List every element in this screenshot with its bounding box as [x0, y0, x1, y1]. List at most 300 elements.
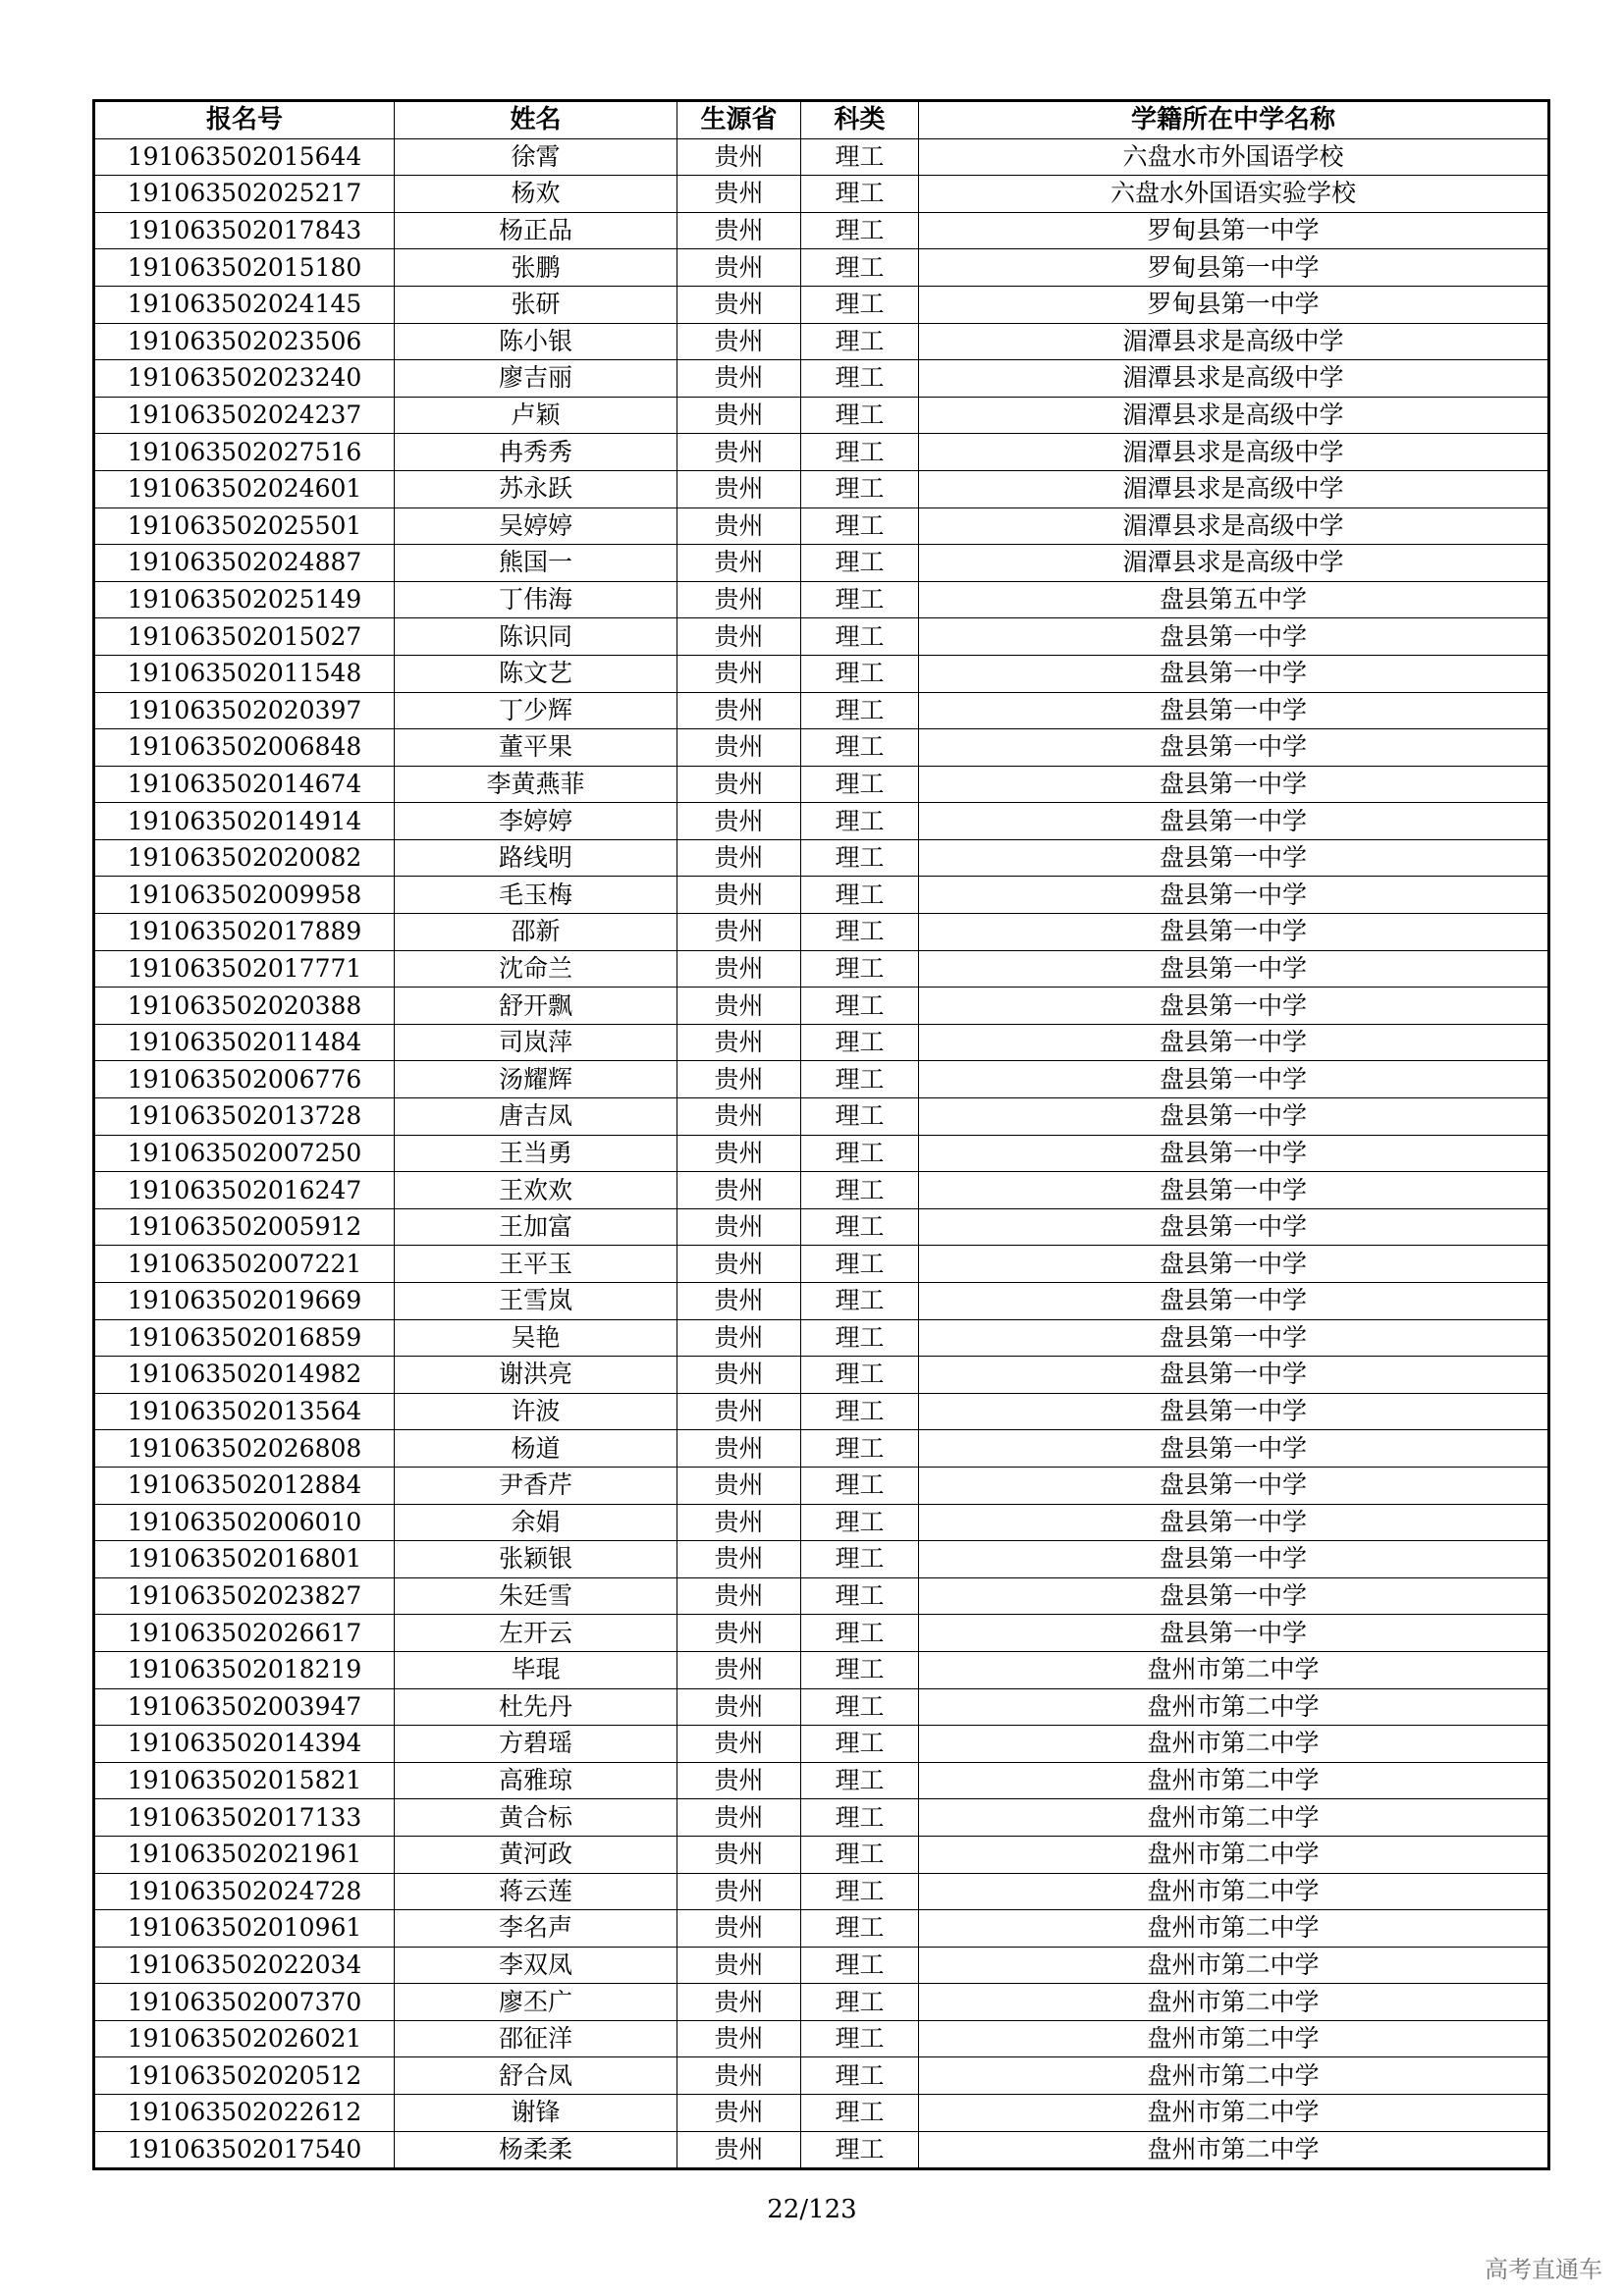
- cell-name: 董平果: [395, 729, 677, 767]
- cell-name: 王平玉: [395, 1246, 677, 1283]
- cell-province: 贵州: [677, 877, 801, 914]
- table-row: [94, 729, 1549, 767]
- table-row: [94, 1098, 1549, 1136]
- cell-province: 贵州: [677, 1319, 801, 1357]
- cell-school: 湄潭县求是高级中学: [919, 360, 1549, 398]
- cell-category: 理工: [801, 138, 919, 176]
- cell-category: 理工: [801, 988, 919, 1025]
- cell-name: 余娟: [395, 1504, 677, 1541]
- cell-category: 理工: [801, 950, 919, 988]
- cell-school: 盘州市第二中学: [919, 1651, 1549, 1688]
- table-row: [94, 1208, 1549, 1246]
- cell-registration-number: 191063502021961: [94, 1836, 395, 1873]
- cell-province: 贵州: [677, 1467, 801, 1504]
- cell-school: 盘县第一中学: [919, 1615, 1549, 1652]
- cell-registration-number: 191063502006010: [94, 1504, 395, 1541]
- table-row: [94, 2020, 1549, 2057]
- cell-name: 王加富: [395, 1208, 677, 1246]
- cell-registration-number: 191063502009958: [94, 877, 395, 914]
- cell-registration-number: 191063502012884: [94, 1467, 395, 1504]
- cell-category: 理工: [801, 507, 919, 545]
- cell-name: 高雅琼: [395, 1762, 677, 1799]
- table-row: [94, 1873, 1549, 1910]
- cell-registration-number: 191063502014982: [94, 1357, 395, 1394]
- cell-province: 贵州: [677, 1910, 801, 1948]
- cell-school: 盘州市第二中学: [919, 1984, 1549, 2021]
- cell-province: 贵州: [677, 950, 801, 988]
- cell-category: 理工: [801, 729, 919, 767]
- cell-school: 盘县第一中学: [919, 1430, 1549, 1468]
- cell-name: 李黄燕菲: [395, 766, 677, 803]
- cell-registration-number: 191063502014394: [94, 1726, 395, 1763]
- cell-province: 贵州: [677, 1393, 801, 1430]
- table-row: [94, 1651, 1549, 1688]
- table-row: [94, 1061, 1549, 1098]
- table-row: [94, 2131, 1549, 2169]
- table-row: [94, 618, 1549, 656]
- cell-category: 理工: [801, 1393, 919, 1430]
- cell-province: 贵州: [677, 1577, 801, 1615]
- cell-category: 理工: [801, 1467, 919, 1504]
- table-row: [94, 323, 1549, 360]
- cell-province: 贵州: [677, 1947, 801, 1984]
- cell-school: 盘县第一中学: [919, 1246, 1549, 1283]
- cell-name: 唐吉凤: [395, 1098, 677, 1136]
- cell-school: 盘县第一中学: [919, 803, 1549, 840]
- cell-school: 六盘水外国语实验学校: [919, 176, 1549, 213]
- cell-province: 贵州: [677, 1430, 801, 1468]
- table-row: [94, 1246, 1549, 1283]
- cell-registration-number: 191063502013564: [94, 1393, 395, 1430]
- cell-registration-number: 191063502025501: [94, 507, 395, 545]
- cell-school: 盘县第一中学: [919, 1283, 1549, 1320]
- cell-school: 罗甸县第一中学: [919, 286, 1549, 323]
- cell-school: 盘州市第二中学: [919, 1910, 1549, 1948]
- cell-category: 理工: [801, 1430, 919, 1468]
- cell-school: 盘县第一中学: [919, 1357, 1549, 1394]
- cell-name: 蒋云莲: [395, 1873, 677, 1910]
- cell-registration-number: 191063502027516: [94, 434, 395, 471]
- cell-name: 邵新: [395, 914, 677, 951]
- cell-registration-number: 191063502026021: [94, 2020, 395, 2057]
- table-row: [94, 988, 1549, 1025]
- cell-category: 理工: [801, 470, 919, 507]
- cell-registration-number: 191063502024887: [94, 545, 395, 582]
- cell-school: 盘州市第二中学: [919, 2057, 1549, 2095]
- table-row: [94, 1910, 1549, 1948]
- cell-name: 张研: [395, 286, 677, 323]
- cell-province: 贵州: [677, 1873, 801, 1910]
- cell-school: 盘州市第二中学: [919, 1762, 1549, 1799]
- cell-province: 贵州: [677, 1208, 801, 1246]
- cell-name: 毕琨: [395, 1651, 677, 1688]
- table-row: [94, 507, 1549, 545]
- cell-school: 罗甸县第一中学: [919, 212, 1549, 249]
- cell-province: 贵州: [677, 1762, 801, 1799]
- cell-category: 理工: [801, 434, 919, 471]
- cell-province: 贵州: [677, 1726, 801, 1763]
- cell-registration-number: 191063502015180: [94, 249, 395, 287]
- cell-school: 盘县第一中学: [919, 1504, 1549, 1541]
- table-row: [94, 545, 1549, 582]
- cell-province: 贵州: [677, 470, 801, 507]
- cell-registration-number: 191063502007370: [94, 1984, 395, 2021]
- cell-registration-number: 191063502013728: [94, 1098, 395, 1136]
- cell-name: 吴婷婷: [395, 507, 677, 545]
- cell-registration-number: 191063502017889: [94, 914, 395, 951]
- cell-school: 盘县第一中学: [919, 877, 1549, 914]
- table-row: [94, 397, 1549, 434]
- cell-category: 理工: [801, 1799, 919, 1837]
- table-header-row: [94, 101, 1549, 139]
- cell-registration-number: 191063502017843: [94, 212, 395, 249]
- cell-registration-number: 191063502018219: [94, 1651, 395, 1688]
- cell-category: 理工: [801, 1098, 919, 1136]
- cell-name: 李双凤: [395, 1947, 677, 1984]
- cell-name: 邵征洋: [395, 2020, 677, 2057]
- cell-registration-number: 191063502024728: [94, 1873, 395, 1910]
- table-row: [94, 1393, 1549, 1430]
- cell-registration-number: 191063502026808: [94, 1430, 395, 1468]
- cell-name: 黄河政: [395, 1836, 677, 1873]
- cell-province: 贵州: [677, 1836, 801, 1873]
- header-registration-number: 报名号: [94, 101, 395, 139]
- cell-category: 理工: [801, 1172, 919, 1209]
- cell-registration-number: 191063502020512: [94, 2057, 395, 2095]
- table-row: [94, 766, 1549, 803]
- cell-province: 贵州: [677, 618, 801, 656]
- cell-name: 王当勇: [395, 1135, 677, 1172]
- cell-name: 路线明: [395, 839, 677, 877]
- table-row: [94, 1135, 1549, 1172]
- header-category: 科类: [801, 101, 919, 139]
- cell-province: 贵州: [677, 1135, 801, 1172]
- table-row: [94, 1172, 1549, 1209]
- header-school: 学籍所在中学名称: [919, 101, 1549, 139]
- table-body: [94, 138, 1549, 2169]
- table-row: [94, 839, 1549, 877]
- cell-name: 陈小银: [395, 323, 677, 360]
- cell-registration-number: 191063502020388: [94, 988, 395, 1025]
- table-row: [94, 249, 1549, 287]
- cell-name: 丁伟海: [395, 581, 677, 618]
- cell-name: 沈命兰: [395, 950, 677, 988]
- table-row: [94, 1688, 1549, 1726]
- cell-province: 贵州: [677, 2131, 801, 2169]
- table-row: [94, 1799, 1549, 1837]
- cell-school: 湄潭县求是高级中学: [919, 323, 1549, 360]
- cell-province: 贵州: [677, 914, 801, 951]
- cell-school: 湄潭县求是高级中学: [919, 545, 1549, 582]
- cell-school: 盘县第一中学: [919, 950, 1549, 988]
- cell-province: 贵州: [677, 1615, 801, 1652]
- cell-name: 谢锋: [395, 2095, 677, 2132]
- cell-registration-number: 191063502024145: [94, 286, 395, 323]
- table-row: [94, 692, 1549, 729]
- cell-school: 盘州市第二中学: [919, 2131, 1549, 2169]
- table-row: [94, 212, 1549, 249]
- cell-category: 理工: [801, 2131, 919, 2169]
- cell-school: 盘县第一中学: [919, 1541, 1549, 1578]
- cell-school: 盘县第一中学: [919, 914, 1549, 951]
- cell-name: 张鹏: [395, 249, 677, 287]
- cell-registration-number: 191063502005912: [94, 1208, 395, 1246]
- cell-category: 理工: [801, 249, 919, 287]
- table-row: [94, 914, 1549, 951]
- cell-school: 盘县第一中学: [919, 1135, 1549, 1172]
- cell-category: 理工: [801, 692, 919, 729]
- cell-registration-number: 191063502017771: [94, 950, 395, 988]
- watermark-text: 高考直通车: [1485, 2256, 1602, 2283]
- cell-registration-number: 191063502020082: [94, 839, 395, 877]
- cell-province: 贵州: [677, 138, 801, 176]
- cell-school: 盘县第一中学: [919, 1208, 1549, 1246]
- cell-category: 理工: [801, 1947, 919, 1984]
- cell-school: 盘县第一中学: [919, 766, 1549, 803]
- cell-category: 理工: [801, 1135, 919, 1172]
- cell-name: 卢颖: [395, 397, 677, 434]
- cell-name: 许波: [395, 1393, 677, 1430]
- cell-category: 理工: [801, 1283, 919, 1320]
- cell-name: 杨正品: [395, 212, 677, 249]
- cell-province: 贵州: [677, 988, 801, 1025]
- admission-list-table: [92, 99, 1550, 2170]
- cell-category: 理工: [801, 1726, 919, 1763]
- cell-registration-number: 191063502016247: [94, 1172, 395, 1209]
- cell-school: 盘县第一中学: [919, 1393, 1549, 1430]
- cell-school: 盘县第一中学: [919, 618, 1549, 656]
- cell-registration-number: 191063502006848: [94, 729, 395, 767]
- cell-category: 理工: [801, 914, 919, 951]
- cell-province: 贵州: [677, 1541, 801, 1578]
- cell-school: 盘县第一中学: [919, 729, 1549, 767]
- cell-school: 盘州市第二中学: [919, 2020, 1549, 2057]
- table-row: [94, 1726, 1549, 1763]
- cell-school: 盘州市第二中学: [919, 1726, 1549, 1763]
- table-row: [94, 2095, 1549, 2132]
- table-row: [94, 1577, 1549, 1615]
- cell-school: 湄潭县求是高级中学: [919, 470, 1549, 507]
- table-row: [94, 138, 1549, 176]
- table-row: [94, 1319, 1549, 1357]
- cell-school: 盘县第一中学: [919, 1467, 1549, 1504]
- cell-category: 理工: [801, 1836, 919, 1873]
- cell-registration-number: 191063502011548: [94, 655, 395, 692]
- cell-registration-number: 191063502023240: [94, 360, 395, 398]
- cell-category: 理工: [801, 1615, 919, 1652]
- cell-name: 舒合凤: [395, 2057, 677, 2095]
- cell-province: 贵州: [677, 1246, 801, 1283]
- cell-registration-number: 191063502016801: [94, 1541, 395, 1578]
- table-row: [94, 877, 1549, 914]
- cell-province: 贵州: [677, 2020, 801, 2057]
- cell-school: 盘县第一中学: [919, 988, 1549, 1025]
- cell-province: 贵州: [677, 1061, 801, 1098]
- cell-category: 理工: [801, 1910, 919, 1948]
- cell-name: 舒开飘: [395, 988, 677, 1025]
- cell-province: 贵州: [677, 286, 801, 323]
- cell-name: 杨道: [395, 1430, 677, 1468]
- cell-province: 贵州: [677, 1504, 801, 1541]
- cell-registration-number: 191063502017133: [94, 1799, 395, 1837]
- cell-category: 理工: [801, 1061, 919, 1098]
- cell-province: 贵州: [677, 1651, 801, 1688]
- cell-registration-number: 191063502023506: [94, 323, 395, 360]
- cell-registration-number: 191063502026617: [94, 1615, 395, 1652]
- cell-school: 盘州市第二中学: [919, 1836, 1549, 1873]
- cell-school: 六盘水市外国语学校: [919, 138, 1549, 176]
- cell-school: 盘州市第二中学: [919, 1873, 1549, 1910]
- table-row: [94, 1836, 1549, 1873]
- cell-category: 理工: [801, 286, 919, 323]
- cell-school: 盘县第一中学: [919, 839, 1549, 877]
- cell-name: 毛玉梅: [395, 877, 677, 914]
- table-row: [94, 1984, 1549, 2021]
- table-row: [94, 1430, 1549, 1468]
- cell-school: 盘州市第二中学: [919, 2095, 1549, 2132]
- table-row: [94, 1615, 1549, 1652]
- header-name: 姓名: [395, 101, 677, 139]
- cell-province: 贵州: [677, 1172, 801, 1209]
- cell-name: 陈识同: [395, 618, 677, 656]
- cell-category: 理工: [801, 839, 919, 877]
- cell-category: 理工: [801, 1541, 919, 1578]
- cell-category: 理工: [801, 1504, 919, 1541]
- cell-name: 丁少辉: [395, 692, 677, 729]
- cell-name: 冉秀秀: [395, 434, 677, 471]
- cell-name: 徐霄: [395, 138, 677, 176]
- cell-category: 理工: [801, 1208, 919, 1246]
- cell-school: 罗甸县第一中学: [919, 249, 1549, 287]
- cell-category: 理工: [801, 1873, 919, 1910]
- cell-name: 汤耀辉: [395, 1061, 677, 1098]
- cell-name: 尹香芹: [395, 1467, 677, 1504]
- cell-name: 陈文艺: [395, 655, 677, 692]
- table-row: [94, 1762, 1549, 1799]
- cell-province: 贵州: [677, 2095, 801, 2132]
- cell-name: 左开云: [395, 1615, 677, 1652]
- table-row: [94, 950, 1549, 988]
- cell-registration-number: 191063502014914: [94, 803, 395, 840]
- cell-name: 张颖银: [395, 1541, 677, 1578]
- cell-province: 贵州: [677, 507, 801, 545]
- cell-registration-number: 191063502015027: [94, 618, 395, 656]
- cell-name: 苏永跃: [395, 470, 677, 507]
- cell-province: 贵州: [677, 1688, 801, 1726]
- cell-registration-number: 191063502022034: [94, 1947, 395, 1984]
- cell-category: 理工: [801, 2095, 919, 2132]
- cell-province: 贵州: [677, 766, 801, 803]
- cell-province: 贵州: [677, 729, 801, 767]
- cell-name: 杨柔柔: [395, 2131, 677, 2169]
- cell-province: 贵州: [677, 839, 801, 877]
- cell-school: 盘县第五中学: [919, 581, 1549, 618]
- cell-category: 理工: [801, 1984, 919, 2021]
- cell-school: 盘州市第二中学: [919, 1688, 1549, 1726]
- cell-category: 理工: [801, 877, 919, 914]
- table-row: [94, 1467, 1549, 1504]
- cell-name: 司岚萍: [395, 1024, 677, 1061]
- cell-province: 贵州: [677, 1283, 801, 1320]
- cell-school: 盘县第一中学: [919, 1098, 1549, 1136]
- cell-name: 熊国一: [395, 545, 677, 582]
- cell-name: 李婷婷: [395, 803, 677, 840]
- cell-category: 理工: [801, 1688, 919, 1726]
- cell-province: 贵州: [677, 434, 801, 471]
- cell-name: 廖吉丽: [395, 360, 677, 398]
- cell-category: 理工: [801, 1762, 919, 1799]
- cell-school: 盘县第一中学: [919, 1061, 1549, 1098]
- cell-name: 廖丕广: [395, 1984, 677, 2021]
- cell-school: 盘县第一中学: [919, 1319, 1549, 1357]
- cell-school: 湄潭县求是高级中学: [919, 434, 1549, 471]
- cell-category: 理工: [801, 212, 919, 249]
- table-row: [94, 1947, 1549, 1984]
- table-row: [94, 655, 1549, 692]
- table-row: [94, 470, 1549, 507]
- cell-name: 谢洪亮: [395, 1357, 677, 1394]
- cell-category: 理工: [801, 2020, 919, 2057]
- cell-registration-number: 191063502025217: [94, 176, 395, 213]
- cell-category: 理工: [801, 2057, 919, 2095]
- cell-school: 盘县第一中学: [919, 1024, 1549, 1061]
- cell-province: 贵州: [677, 323, 801, 360]
- cell-registration-number: 191063502015644: [94, 138, 395, 176]
- cell-school: 盘县第一中学: [919, 1577, 1549, 1615]
- table-row: [94, 434, 1549, 471]
- cell-category: 理工: [801, 1246, 919, 1283]
- cell-school: 盘县第一中学: [919, 1172, 1549, 1209]
- cell-province: 贵州: [677, 1024, 801, 1061]
- cell-province: 贵州: [677, 545, 801, 582]
- cell-school: 盘县第一中学: [919, 655, 1549, 692]
- cell-registration-number: 191063502023827: [94, 1577, 395, 1615]
- table-row: [94, 2057, 1549, 2095]
- cell-province: 贵州: [677, 1098, 801, 1136]
- header-province: 生源省: [677, 101, 801, 139]
- cell-school: 盘州市第二中学: [919, 1799, 1549, 1837]
- table-row: [94, 1541, 1549, 1578]
- table-row: [94, 286, 1549, 323]
- cell-category: 理工: [801, 655, 919, 692]
- table-row: [94, 1283, 1549, 1320]
- cell-registration-number: 191063502019669: [94, 1283, 395, 1320]
- cell-school: 盘县第一中学: [919, 692, 1549, 729]
- cell-province: 贵州: [677, 655, 801, 692]
- cell-registration-number: 191063502024601: [94, 470, 395, 507]
- cell-registration-number: 191063502006776: [94, 1061, 395, 1098]
- cell-province: 贵州: [677, 1357, 801, 1394]
- table-row: [94, 803, 1549, 840]
- cell-category: 理工: [801, 1319, 919, 1357]
- cell-category: 理工: [801, 618, 919, 656]
- table-row: [94, 1504, 1549, 1541]
- cell-province: 贵州: [677, 692, 801, 729]
- cell-registration-number: 191063502003947: [94, 1688, 395, 1726]
- cell-registration-number: 191063502010961: [94, 1910, 395, 1948]
- cell-registration-number: 191063502016859: [94, 1319, 395, 1357]
- cell-province: 贵州: [677, 249, 801, 287]
- cell-name: 黄合标: [395, 1799, 677, 1837]
- cell-category: 理工: [801, 766, 919, 803]
- cell-registration-number: 191063502015821: [94, 1762, 395, 1799]
- cell-category: 理工: [801, 803, 919, 840]
- cell-school: 盘州市第二中学: [919, 1947, 1549, 1984]
- cell-name: 吴艳: [395, 1319, 677, 1357]
- cell-name: 李名声: [395, 1910, 677, 1948]
- cell-category: 理工: [801, 1024, 919, 1061]
- document-sheet: [92, 99, 1550, 2170]
